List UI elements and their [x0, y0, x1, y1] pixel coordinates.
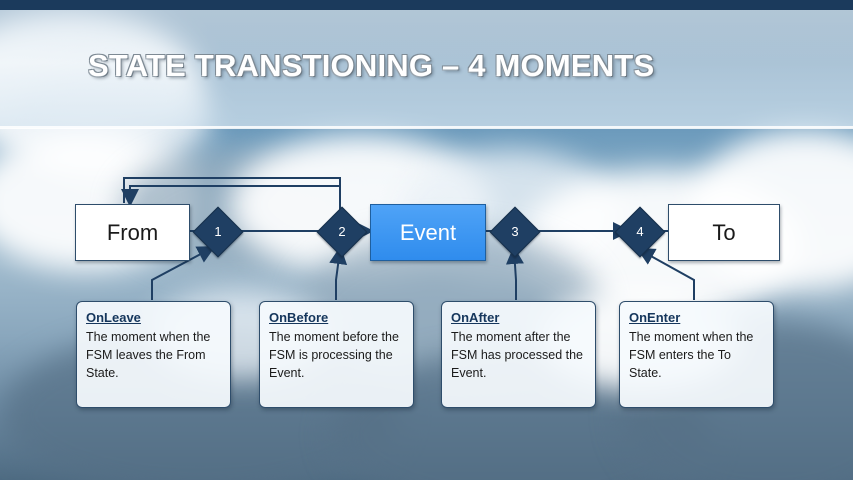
page-title: STATE TRANSTIONING – 4 MOMENTS: [88, 48, 655, 83]
moment-node-label: 1: [214, 224, 222, 239]
callout-onleave[interactable]: [76, 301, 231, 408]
event-box[interactable]: [370, 204, 486, 261]
moment-node-label: 3: [511, 224, 519, 239]
event-label: Event: [399, 219, 457, 245]
callout-text: The moment after the FSM has processed the Event.: [451, 330, 584, 381]
callout-text: The moment when the FSM leaves the From State.: [86, 330, 211, 381]
state-label: To: [712, 219, 736, 245]
callout-onbefore[interactable]: [259, 301, 414, 408]
callout-text: The moment before the FSM is processing the Event.: [269, 330, 399, 381]
callout-onenter[interactable]: [619, 301, 774, 408]
state-label: From: [106, 219, 159, 245]
callout-title: OnAfter: [451, 310, 500, 325]
callout-title: OnBefore: [269, 310, 329, 325]
moment-node-label: 4: [636, 224, 644, 239]
state-box-from[interactable]: [75, 204, 190, 261]
callout-title: OnLeave: [86, 310, 141, 325]
state-box-to[interactable]: [668, 204, 780, 261]
callout-onafter[interactable]: [441, 301, 596, 408]
callout-text: The moment when the FSM enters the To State.: [629, 330, 754, 381]
moment-node-label: 2: [338, 224, 346, 239]
callout-title: OnEnter: [629, 310, 681, 325]
